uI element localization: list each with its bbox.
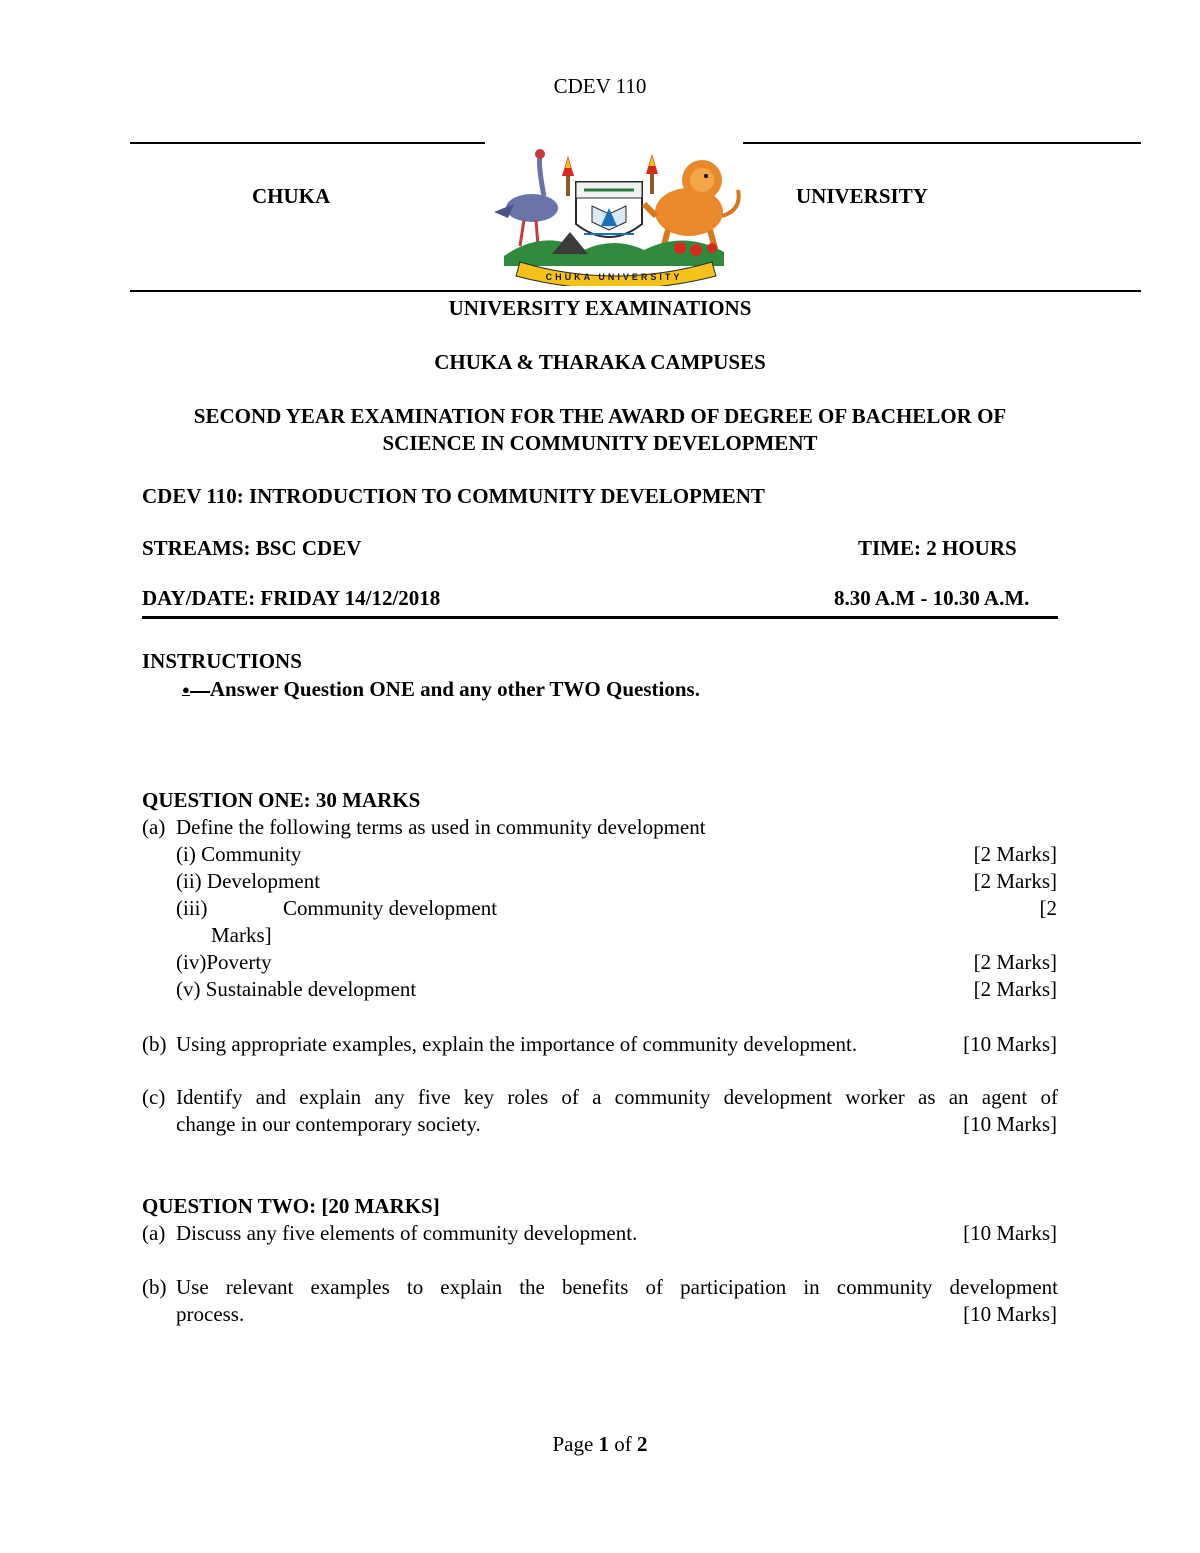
q2-b-marks: [10 Marks] (963, 1302, 1057, 1326)
q1-c-line-1: Identify and explain any five key roles of a community development worker as an agent of (176, 1085, 1058, 1109)
instructions-heading: INSTRUCTIONS (142, 649, 302, 673)
meta-time: TIME: 2 HOURS (858, 536, 1017, 560)
instruction-item (182, 677, 700, 702)
title-award-line-2: SCIENCE IN COMMUNITY DEVELOPMENT (382, 431, 818, 455)
title-university-examinations: UNIVERSITY EXAMINATIONS (448, 296, 752, 320)
q1-item-ii: (ii) Development (176, 869, 321, 893)
q1-item-iii-label: (iii) (176, 896, 208, 920)
q1-item-v: (v) Sustainable development (176, 977, 417, 1001)
q2-b-line-1: Use relevant examples to explain the benefits of participation in community development (176, 1275, 1058, 1299)
header-left-word: CHUKA (252, 184, 331, 208)
university-crest-logo (484, 146, 744, 286)
bullet-icon: ● (182, 682, 190, 697)
title-course: CDEV 110: INTRODUCTION TO COMMUNITY DEVELOPMENT (142, 484, 765, 508)
q1-item-iii-term: Community development (283, 896, 498, 920)
q1-c-label: (c) (142, 1085, 166, 1109)
page-total: 2 (637, 1432, 648, 1456)
q1-item-i: (i) Community (176, 842, 302, 866)
q1-item-ii-marks: [2 Marks] (973, 869, 1057, 893)
q1-item-iv: (iv)Poverty (176, 950, 272, 974)
meta-date: DAY/DATE: FRIDAY 14/12/2018 (142, 586, 441, 610)
q2-a-marks: [10 Marks] (963, 1221, 1057, 1245)
q2-a-text: Discuss any five elements of community development. (176, 1221, 638, 1245)
q1-heading: QUESTION ONE: 30 MARKS (142, 788, 421, 812)
q1-item-iv-marks: [2 Marks] (973, 950, 1057, 974)
q1-a-label: (a) (142, 815, 166, 839)
q1-c-marks: [10 Marks] (963, 1112, 1057, 1136)
title-award-line-1: SECOND YEAR EXAMINATION FOR THE AWARD OF DEGREE OF BACHELOR OF (193, 404, 1007, 428)
page-number: 1 (598, 1432, 610, 1456)
header-rule-bottom (130, 290, 1141, 292)
meta-streams: STREAMS: BSC CDEV (142, 536, 362, 560)
q1-item-iii-marks-b: Marks] (211, 923, 272, 947)
q1-a-text: Define the following terms as used in community development (176, 815, 706, 839)
header-rule-right (743, 142, 1141, 144)
header-course-code: CDEV 110 (553, 74, 647, 98)
q2-a-label: (a) (142, 1221, 166, 1245)
title-campuses: CHUKA & THARAKA CAMPUSES (434, 350, 766, 374)
instruction-text: Answer Question ONE and any other TWO Questions. (209, 677, 700, 701)
q1-b-text: Using appropriate examples, explain the importance of community development. (176, 1032, 858, 1056)
q1-item-v-marks: [2 Marks] (973, 977, 1057, 1001)
q1-b-marks: [10 Marks] (963, 1032, 1057, 1056)
meta-hours: 8.30 A.M - 10.30 A.M. (834, 586, 1030, 610)
page-word: Page (552, 1432, 594, 1456)
q1-b-label: (b) (142, 1032, 167, 1056)
q2-b-label: (b) (142, 1275, 167, 1299)
header-right-word: UNIVERSITY (796, 184, 928, 208)
q2-heading: QUESTION TWO: [20 MARKS] (142, 1194, 440, 1218)
q1-item-i-marks: [2 Marks] (973, 842, 1057, 866)
q1-c-line-2: change in our contemporary society. (176, 1112, 481, 1136)
of-word: of (614, 1432, 632, 1456)
meta-rule (142, 616, 1058, 619)
crest-ribbon-text: CHUKA UNIVERSITY (545, 272, 683, 282)
q1-item-iii-marks-a: [2 (1039, 896, 1057, 920)
q2-b-line-2: process. (176, 1302, 245, 1326)
header-rule-left (130, 142, 485, 144)
page-footer (0, 1432, 1200, 1457)
